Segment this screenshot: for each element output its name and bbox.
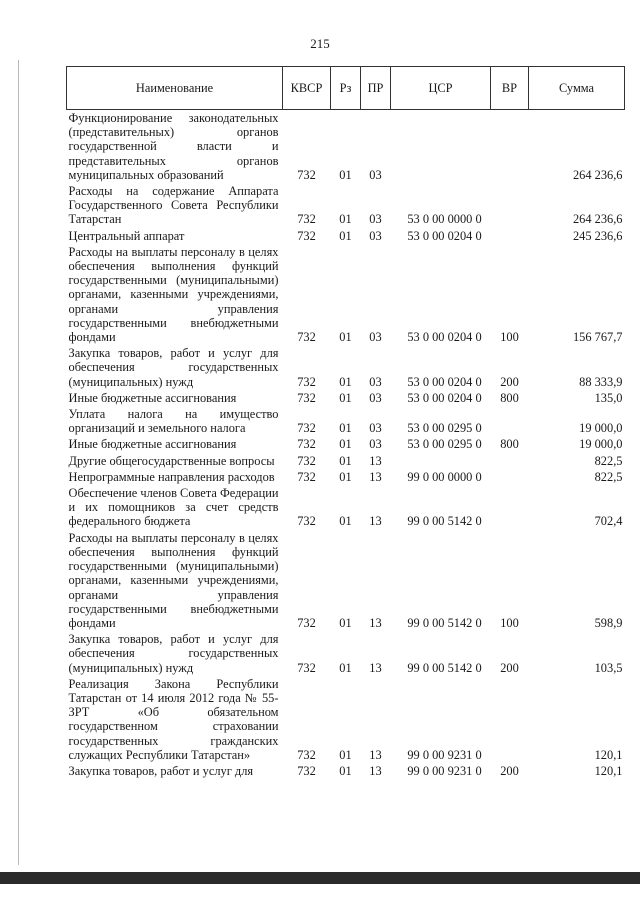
scan-margin-line — [18, 60, 19, 865]
table-row — [67, 485, 625, 530]
cell-csr: 99 0 00 5142 0 — [407, 615, 482, 630]
cell-rz: 01 — [339, 514, 352, 529]
cell-rz: 01 — [339, 167, 352, 182]
cell-name: Реализация Закона Республики Татарстан от 14 июля 2012 года № 55-ЗРТ «Об обязательном государственном страховании государственных гражданских служащих Республики Татарстан» — [68, 676, 279, 762]
table-row — [67, 530, 625, 631]
table-row — [67, 228, 625, 244]
cell-name: Иные бюджетные ассигнования — [68, 437, 237, 452]
cell-pr: 13 — [369, 763, 382, 778]
table-row — [67, 453, 625, 469]
table-row — [67, 469, 625, 485]
cell-sum: 120,1 — [594, 747, 623, 762]
cell-name: Центральный аппарат — [68, 228, 185, 243]
table-row — [67, 110, 625, 184]
scan-bottom-band — [0, 872, 640, 884]
cell-kvsr: 732 — [297, 763, 316, 778]
cell-pr: 03 — [369, 437, 382, 452]
cell-kvsr: 732 — [297, 167, 316, 182]
cell-rz: 01 — [339, 437, 352, 452]
cell-pr: 13 — [369, 615, 382, 630]
cell-kvsr: 732 — [297, 212, 316, 227]
cell-rz: 01 — [339, 212, 352, 227]
cell-csr: 53 0 00 0000 0 — [407, 212, 482, 227]
cell-vr: 100 — [500, 615, 519, 630]
cell-sum: 103,5 — [594, 660, 623, 675]
cell-name: Функционирование законодательных (представительных) органов государственной власти и представительных органов муниципальных образований — [68, 111, 279, 182]
cell-vr — [491, 110, 529, 184]
cell-vr: 800 — [500, 437, 519, 452]
cell-pr: 03 — [369, 167, 382, 182]
table-row — [67, 631, 625, 676]
cell-vr — [491, 469, 529, 485]
cell-sum: 264 236,6 — [572, 167, 623, 182]
table-row — [67, 406, 625, 436]
cell-rz: 01 — [339, 763, 352, 778]
cell-pr: 13 — [369, 469, 382, 484]
cell-name: Расходы на выплаты персоналу в целях обеспечения выполнения функций государственными (муниципальными) органами, казенными учреждениями, органами управления государственными внебюджетными фондами — [68, 244, 279, 345]
header-rz: Рз — [331, 67, 361, 110]
header-vr: ВР — [491, 67, 529, 110]
budget-table-container — [66, 66, 624, 779]
cell-pr: 13 — [369, 514, 382, 529]
cell-vr: 200 — [500, 660, 519, 675]
cell-vr — [491, 453, 529, 469]
cell-name: Обеспечение членов Совета Федерации и их помощников за счет средств федерального бюджета — [68, 486, 279, 529]
cell-name: Непрограммные направления расходов — [68, 469, 275, 484]
cell-vr — [491, 676, 529, 763]
cell-rz: 01 — [339, 469, 352, 484]
cell-kvsr: 732 — [297, 747, 316, 762]
table-row — [67, 183, 625, 228]
cell-csr: 99 0 00 9231 0 — [407, 763, 482, 778]
cell-name: Закупка товаров, работ и услуг для — [68, 763, 254, 778]
cell-sum: 702,4 — [594, 514, 623, 529]
cell-csr: 99 0 00 0000 0 — [407, 469, 482, 484]
table-row — [67, 244, 625, 345]
cell-vr: 200 — [500, 763, 519, 778]
cell-vr: 100 — [500, 330, 519, 345]
header-name: Наименование — [67, 67, 283, 110]
header-sum: Сумма — [529, 67, 625, 110]
cell-pr: 03 — [369, 228, 382, 243]
cell-rz: 01 — [339, 374, 352, 389]
table-row — [67, 436, 625, 452]
cell-kvsr: 732 — [297, 615, 316, 630]
table-row — [67, 390, 625, 406]
header-kvsr: КВСР — [283, 67, 331, 110]
cell-kvsr: 732 — [297, 330, 316, 345]
cell-csr: 53 0 00 0295 0 — [407, 437, 482, 452]
cell-rz: 01 — [339, 615, 352, 630]
cell-sum: 822,5 — [594, 453, 623, 468]
header-row — [67, 67, 625, 110]
cell-vr: 800 — [500, 390, 519, 405]
cell-vr — [491, 228, 529, 244]
cell-kvsr: 732 — [297, 390, 316, 405]
cell-csr: 53 0 00 0295 0 — [407, 421, 482, 436]
cell-name: Уплата налога на имущество организаций и земельного налога — [68, 407, 279, 436]
cell-rz: 01 — [339, 421, 352, 436]
cell-sum: 88 333,9 — [579, 374, 623, 389]
cell-sum: 245 236,6 — [572, 228, 623, 243]
cell-csr: 53 0 00 0204 0 — [407, 390, 482, 405]
cell-pr: 13 — [369, 453, 382, 468]
table-header — [67, 67, 625, 110]
cell-csr — [391, 110, 491, 184]
cell-pr: 13 — [369, 660, 382, 675]
cell-sum: 120,1 — [594, 763, 623, 778]
page-number: 215 — [310, 36, 330, 51]
cell-csr: 53 0 00 0204 0 — [407, 228, 482, 243]
cell-pr: 13 — [369, 747, 382, 762]
cell-sum: 598,9 — [594, 615, 623, 630]
cell-name: Закупка товаров, работ и услуг для обеспечения государственных (муниципальных) нужд — [68, 346, 279, 389]
cell-pr: 03 — [369, 390, 382, 405]
cell-sum: 156 767,7 — [572, 330, 623, 345]
header-csr: ЦСР — [391, 67, 491, 110]
cell-rz: 01 — [339, 747, 352, 762]
cell-name: Иные бюджетные ассигнования — [68, 390, 237, 405]
cell-kvsr: 732 — [297, 660, 316, 675]
cell-rz: 01 — [339, 390, 352, 405]
cell-vr — [491, 406, 529, 436]
table-row — [67, 345, 625, 390]
cell-csr: 99 0 00 5142 0 — [407, 514, 482, 529]
cell-sum: 19 000,0 — [579, 437, 623, 452]
cell-csr: 53 0 00 0204 0 — [407, 330, 482, 345]
cell-csr: 99 0 00 5142 0 — [407, 660, 482, 675]
cell-kvsr: 732 — [297, 374, 316, 389]
cell-pr: 03 — [369, 374, 382, 389]
cell-pr: 03 — [369, 421, 382, 436]
cell-sum: 135,0 — [594, 390, 623, 405]
table-row — [67, 676, 625, 763]
cell-kvsr: 732 — [297, 453, 316, 468]
cell-csr: 53 0 00 0204 0 — [407, 374, 482, 389]
header-pr: ПР — [361, 67, 391, 110]
budget-table — [66, 66, 625, 779]
cell-csr: 99 0 00 9231 0 — [407, 747, 482, 762]
table-row — [67, 763, 625, 779]
cell-sum: 264 236,6 — [572, 212, 623, 227]
cell-pr: 03 — [369, 330, 382, 345]
cell-vr: 200 — [500, 374, 519, 389]
cell-sum: 19 000,0 — [579, 421, 623, 436]
table-body — [67, 110, 625, 780]
cell-pr: 03 — [369, 212, 382, 227]
cell-kvsr: 732 — [297, 228, 316, 243]
cell-kvsr: 732 — [297, 469, 316, 484]
cell-kvsr: 732 — [297, 514, 316, 529]
cell-vr — [491, 485, 529, 530]
cell-rz: 01 — [339, 453, 352, 468]
cell-name: Расходы на выплаты персоналу в целях обеспечения выполнения функций государственными (муниципальными) органами, казенными учреждениями, органами управления государственными внебюджетными фондами — [68, 530, 279, 630]
cell-sum: 822,5 — [594, 469, 623, 484]
cell-rz: 01 — [339, 660, 352, 675]
cell-vr — [491, 183, 529, 228]
cell-rz: 01 — [339, 228, 352, 243]
cell-rz: 01 — [339, 330, 352, 345]
cell-name: Расходы на содержание Аппарата Государственного Совета Республики Татарстан — [68, 184, 279, 227]
cell-name: Другие общегосударственные вопросы — [68, 453, 275, 468]
cell-kvsr: 732 — [297, 437, 316, 452]
cell-kvsr: 732 — [297, 421, 316, 436]
cell-csr — [391, 453, 491, 469]
cell-name: Закупка товаров, работ и услуг для обеспечения государственных (муниципальных) нужд — [68, 632, 279, 675]
